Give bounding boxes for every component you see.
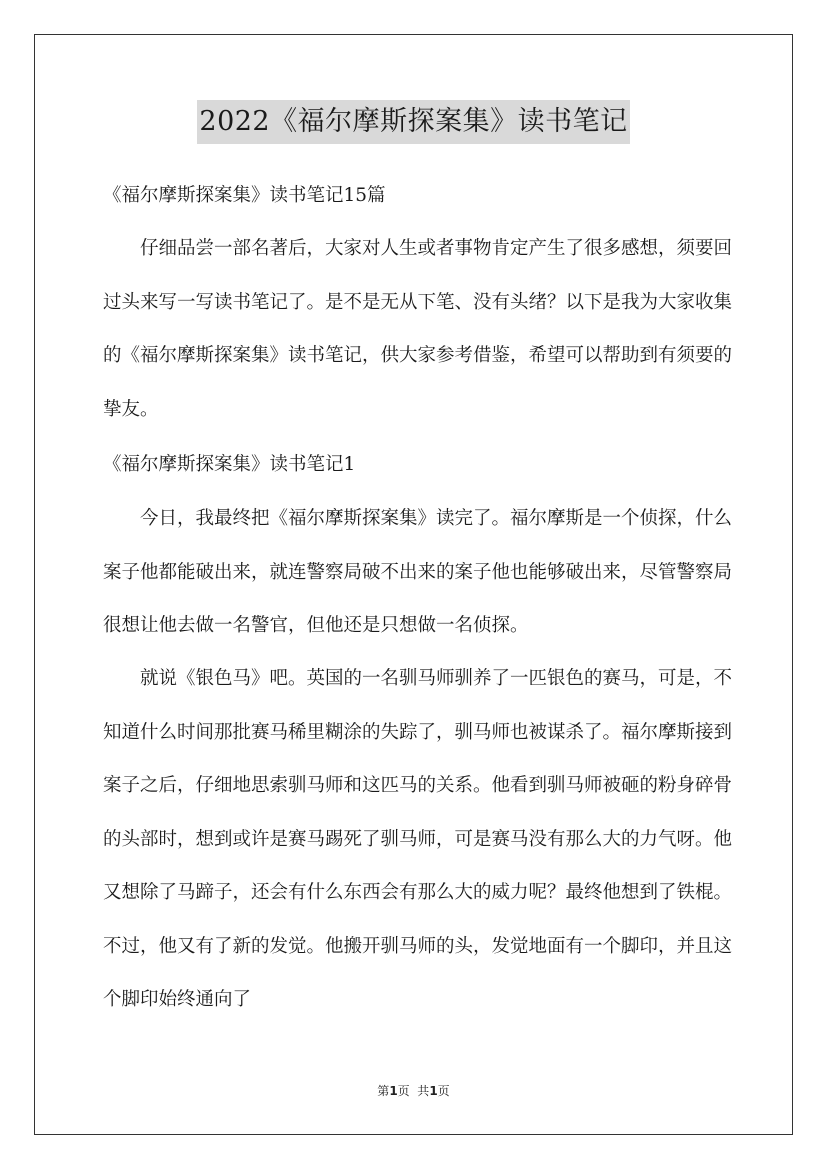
- section-heading: 《福尔摩斯探案集》读书笔记1: [103, 454, 356, 475]
- body-paragraph-1: 今日，我最终把《福尔摩斯探案集》读完了。福尔摩斯是一个侦探，什么案子他都能破出来，就连警察局破不出来的案子他也能够破出来，尽管警察局很想让他去做一名警官，但他还是只想做一名侦探。: [103, 508, 733, 636]
- footer-suffix: 页: [437, 1084, 450, 1098]
- body-paragraph-2: 就说《银色马》吧。英国的一名驯马师驯养了一匹银色的赛马，可是，不知道什么时间那批赛马稀里糊涂的失踪了，驯马师也被谋杀了。福尔摩斯接到案子之后，仔细地思索驯马师和这匹马的关系。他看到驯马师被砸的粉身碎骨的头部时，想到或许是赛马踢死了驯马师，可是赛马没有那么大的力气呀。他又想除了马蹄子，还会有什么东西会有那么大的威力呢？最终他想到了铁棍。不过，他又有了新的发觉。他搬开驯马师的头，发觉地面有一个脚印，并且这个脚印始终通向了: [103, 668, 733, 1010]
- footer-page-number: 1: [389, 1084, 398, 1098]
- document-title: 2022《福尔摩斯探案集》读书笔记: [197, 100, 629, 144]
- footer-prefix: 第: [377, 1084, 390, 1098]
- title-block: [0, 100, 827, 144]
- page-footer: [0, 1082, 827, 1099]
- document-subtitle: 《福尔摩斯探案集》读书笔记15篇: [103, 185, 386, 206]
- intro-paragraph: 仔细品尝一部名著后，大家对人生或者事物肯定产生了很多感想，须要回过头来写一写读书笔记了。是不是无从下笔、没有头绪？以下是我为大家收集的《福尔摩斯探案集》读书笔记，供大家参考借鉴，希望可以帮助到有须要的挚友。: [103, 238, 733, 420]
- footer-total-pages: 1: [429, 1084, 438, 1098]
- footer-mid: 页 共: [397, 1084, 430, 1098]
